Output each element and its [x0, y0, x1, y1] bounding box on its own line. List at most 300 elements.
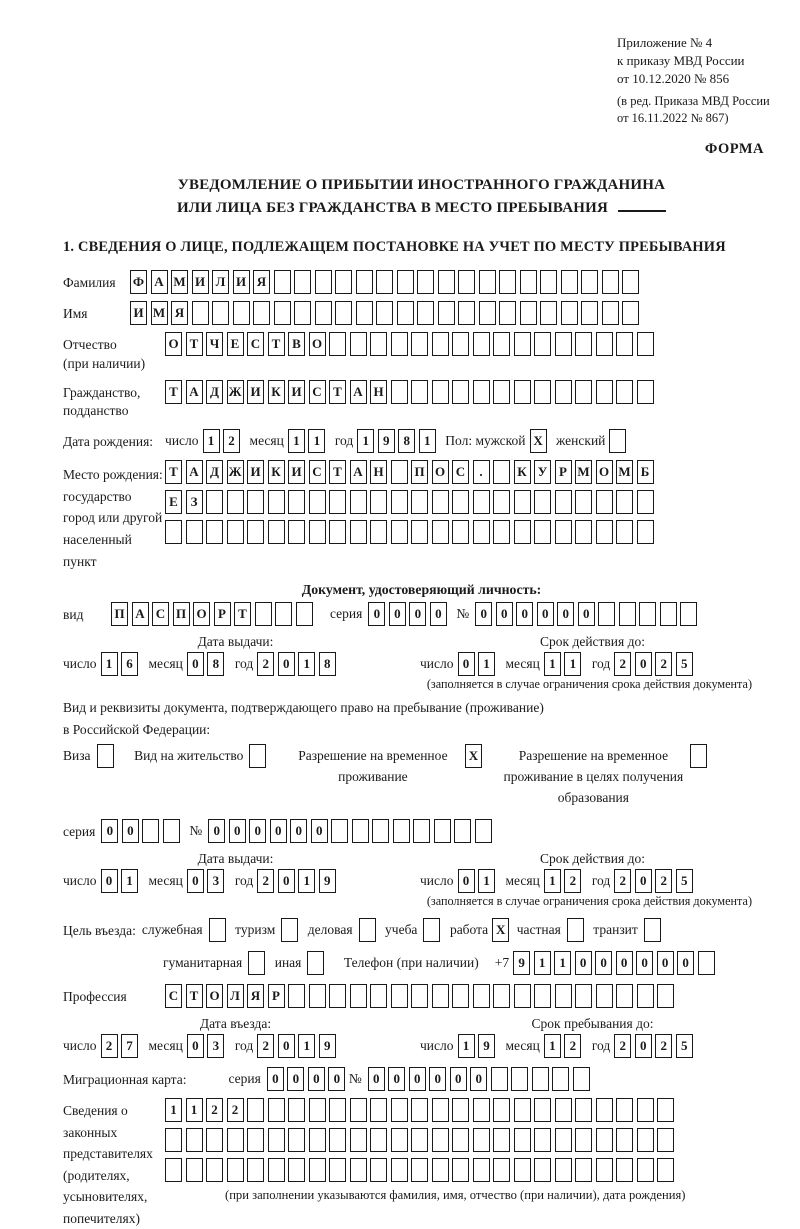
char-box[interactable]: [391, 520, 408, 544]
char-box[interactable]: 0: [616, 951, 633, 975]
char-box[interactable]: [616, 520, 633, 544]
char-box[interactable]: [555, 1158, 572, 1182]
char-box[interactable]: [534, 520, 551, 544]
char-box[interactable]: Т: [329, 380, 346, 404]
char-box[interactable]: [212, 301, 229, 325]
char-box[interactable]: И: [233, 270, 250, 294]
char-box[interactable]: [142, 819, 159, 843]
char-box[interactable]: [247, 1128, 264, 1152]
char-box[interactable]: [452, 984, 469, 1008]
char-box[interactable]: М: [575, 460, 592, 484]
char-box[interactable]: [350, 984, 367, 1008]
char-box[interactable]: 0: [575, 951, 592, 975]
char-box[interactable]: 0: [635, 1034, 652, 1058]
char-box[interactable]: [596, 520, 613, 544]
char-box[interactable]: [534, 1098, 551, 1122]
char-box[interactable]: [452, 332, 469, 356]
char-box[interactable]: 3: [207, 869, 224, 893]
char-box[interactable]: [616, 1128, 633, 1152]
char-box[interactable]: И: [247, 380, 264, 404]
char-box[interactable]: [514, 1158, 531, 1182]
char-box[interactable]: [350, 520, 367, 544]
char-box[interactable]: Р: [214, 602, 231, 626]
char-box[interactable]: [514, 520, 531, 544]
char-box[interactable]: [540, 270, 557, 294]
char-box[interactable]: [660, 602, 677, 626]
char-box[interactable]: [438, 301, 455, 325]
char-box[interactable]: А: [186, 460, 203, 484]
char-box[interactable]: [639, 602, 656, 626]
tourism-checkbox[interactable]: [281, 918, 298, 942]
char-box[interactable]: [255, 602, 272, 626]
char-box[interactable]: [452, 1098, 469, 1122]
char-box[interactable]: [275, 602, 292, 626]
char-box[interactable]: И: [130, 301, 147, 325]
char-box[interactable]: [619, 602, 636, 626]
char-box[interactable]: К: [268, 380, 285, 404]
char-box[interactable]: [350, 1158, 367, 1182]
char-box[interactable]: 0: [537, 602, 554, 626]
char-box[interactable]: 2: [206, 1098, 223, 1122]
char-box[interactable]: 9: [378, 429, 395, 453]
char-box[interactable]: З: [186, 490, 203, 514]
char-box[interactable]: [479, 270, 496, 294]
char-box[interactable]: [473, 1158, 490, 1182]
char-box[interactable]: 1: [478, 652, 495, 676]
char-box[interactable]: [391, 380, 408, 404]
char-box[interactable]: [413, 819, 430, 843]
char-box[interactable]: [397, 270, 414, 294]
char-box[interactable]: [514, 490, 531, 514]
char-box[interactable]: С: [309, 380, 326, 404]
char-box[interactable]: И: [192, 270, 209, 294]
char-box[interactable]: [555, 1128, 572, 1152]
char-box[interactable]: Л: [227, 984, 244, 1008]
char-box[interactable]: [493, 490, 510, 514]
char-box[interactable]: [274, 301, 291, 325]
char-box[interactable]: [575, 380, 592, 404]
char-box[interactable]: [329, 984, 346, 1008]
char-box[interactable]: [575, 984, 592, 1008]
char-box[interactable]: [479, 301, 496, 325]
char-box[interactable]: [186, 1128, 203, 1152]
char-box[interactable]: Е: [227, 332, 244, 356]
char-box[interactable]: О: [432, 460, 449, 484]
char-box[interactable]: [329, 490, 346, 514]
char-box[interactable]: [499, 270, 516, 294]
char-box[interactable]: 0: [308, 1067, 325, 1091]
char-box[interactable]: Т: [165, 380, 182, 404]
char-box[interactable]: [417, 301, 434, 325]
char-box[interactable]: [454, 819, 471, 843]
char-box[interactable]: [555, 332, 572, 356]
char-box[interactable]: [247, 1158, 264, 1182]
char-box[interactable]: [534, 332, 551, 356]
char-box[interactable]: [473, 1098, 490, 1122]
char-box[interactable]: [206, 490, 223, 514]
char-box[interactable]: 9: [319, 869, 336, 893]
char-box[interactable]: [622, 270, 639, 294]
char-box[interactable]: [352, 819, 369, 843]
char-box[interactable]: [432, 984, 449, 1008]
char-box[interactable]: [493, 520, 510, 544]
char-box[interactable]: 0: [595, 951, 612, 975]
char-box[interactable]: [247, 1098, 264, 1122]
char-box[interactable]: [329, 520, 346, 544]
char-box[interactable]: Т: [329, 460, 346, 484]
char-box[interactable]: [350, 1128, 367, 1152]
char-box[interactable]: [268, 1098, 285, 1122]
char-box[interactable]: К: [514, 460, 531, 484]
char-box[interactable]: [288, 1158, 305, 1182]
char-box[interactable]: [491, 1067, 508, 1091]
char-box[interactable]: [596, 1128, 613, 1152]
char-box[interactable]: [391, 1128, 408, 1152]
char-box[interactable]: 1: [478, 869, 495, 893]
char-box[interactable]: 9: [513, 951, 530, 975]
char-box[interactable]: [309, 520, 326, 544]
char-box[interactable]: [514, 1128, 531, 1152]
char-box[interactable]: 0: [187, 869, 204, 893]
char-box[interactable]: [596, 490, 613, 514]
char-box[interactable]: [657, 1098, 674, 1122]
char-box[interactable]: [552, 1067, 569, 1091]
char-box[interactable]: [534, 1128, 551, 1152]
char-box[interactable]: 1: [564, 652, 581, 676]
char-box[interactable]: [555, 380, 572, 404]
char-box[interactable]: 1: [419, 429, 436, 453]
char-box[interactable]: Т: [186, 984, 203, 1008]
char-box[interactable]: [329, 332, 346, 356]
char-box[interactable]: 1: [298, 869, 315, 893]
char-box[interactable]: С: [309, 460, 326, 484]
char-box[interactable]: 2: [614, 869, 631, 893]
char-box[interactable]: [370, 984, 387, 1008]
char-box[interactable]: [268, 1128, 285, 1152]
char-box[interactable]: Д: [206, 380, 223, 404]
char-box[interactable]: [616, 984, 633, 1008]
char-box[interactable]: 0: [187, 652, 204, 676]
char-box[interactable]: Л: [212, 270, 229, 294]
char-box[interactable]: [296, 602, 313, 626]
char-box[interactable]: 0: [101, 819, 118, 843]
char-box[interactable]: 1: [544, 652, 561, 676]
char-box[interactable]: 1: [121, 869, 138, 893]
char-box[interactable]: [163, 819, 180, 843]
char-box[interactable]: 0: [187, 1034, 204, 1058]
char-box[interactable]: О: [309, 332, 326, 356]
char-box[interactable]: Т: [186, 332, 203, 356]
char-box[interactable]: [602, 301, 619, 325]
char-box[interactable]: О: [596, 460, 613, 484]
char-box[interactable]: [165, 520, 182, 544]
char-box[interactable]: 7: [121, 1034, 138, 1058]
char-box[interactable]: [391, 1098, 408, 1122]
char-box[interactable]: [573, 1067, 590, 1091]
char-box[interactable]: [561, 270, 578, 294]
char-box[interactable]: 1: [101, 652, 118, 676]
char-box[interactable]: [622, 301, 639, 325]
char-box[interactable]: 0: [578, 602, 595, 626]
char-box[interactable]: [206, 1128, 223, 1152]
char-box[interactable]: [335, 301, 352, 325]
char-box[interactable]: [540, 301, 557, 325]
char-box[interactable]: [391, 332, 408, 356]
char-box[interactable]: [452, 380, 469, 404]
char-box[interactable]: [616, 1098, 633, 1122]
char-box[interactable]: Р: [268, 984, 285, 1008]
char-box[interactable]: [637, 490, 654, 514]
char-box[interactable]: 0: [368, 1067, 385, 1091]
char-box[interactable]: [288, 984, 305, 1008]
transit-checkbox[interactable]: [644, 918, 661, 942]
char-box[interactable]: [274, 270, 291, 294]
char-box[interactable]: [561, 301, 578, 325]
char-box[interactable]: [329, 1158, 346, 1182]
char-box[interactable]: 2: [614, 1034, 631, 1058]
char-box[interactable]: 2: [257, 869, 274, 893]
char-box[interactable]: И: [247, 460, 264, 484]
char-box[interactable]: [657, 1128, 674, 1152]
char-box[interactable]: [555, 1098, 572, 1122]
char-box[interactable]: [315, 270, 332, 294]
char-box[interactable]: [596, 984, 613, 1008]
char-box[interactable]: 1: [544, 1034, 561, 1058]
char-box[interactable]: 2: [257, 652, 274, 676]
char-box[interactable]: [473, 1128, 490, 1152]
char-box[interactable]: [534, 380, 551, 404]
char-box[interactable]: 0: [470, 1067, 487, 1091]
char-box[interactable]: О: [206, 984, 223, 1008]
char-box[interactable]: 0: [458, 869, 475, 893]
char-box[interactable]: [493, 1158, 510, 1182]
char-box[interactable]: [309, 1158, 326, 1182]
char-box[interactable]: О: [165, 332, 182, 356]
char-box[interactable]: [596, 380, 613, 404]
char-box[interactable]: Я: [171, 301, 188, 325]
char-box[interactable]: [309, 490, 326, 514]
char-box[interactable]: [411, 1098, 428, 1122]
char-box[interactable]: [514, 380, 531, 404]
char-box[interactable]: 2: [227, 1098, 244, 1122]
char-box[interactable]: А: [132, 602, 149, 626]
char-box[interactable]: Б: [637, 460, 654, 484]
char-box[interactable]: [637, 332, 654, 356]
official-checkbox[interactable]: [209, 918, 226, 942]
char-box[interactable]: [391, 460, 408, 484]
female-checkbox[interactable]: [609, 429, 626, 453]
char-box[interactable]: 1: [298, 652, 315, 676]
char-box[interactable]: [432, 520, 449, 544]
char-box[interactable]: [637, 1098, 654, 1122]
char-box[interactable]: С: [247, 332, 264, 356]
char-box[interactable]: [227, 1158, 244, 1182]
char-box[interactable]: [268, 520, 285, 544]
char-box[interactable]: 0: [122, 819, 139, 843]
char-box[interactable]: [370, 490, 387, 514]
private-checkbox[interactable]: [567, 918, 584, 942]
char-box[interactable]: 1: [298, 1034, 315, 1058]
char-box[interactable]: [575, 1128, 592, 1152]
char-box[interactable]: [575, 332, 592, 356]
char-box[interactable]: 2: [257, 1034, 274, 1058]
char-box[interactable]: [596, 1098, 613, 1122]
char-box[interactable]: С: [452, 460, 469, 484]
char-box[interactable]: [493, 460, 510, 484]
char-box[interactable]: И: [288, 460, 305, 484]
char-box[interactable]: 5: [676, 869, 693, 893]
char-box[interactable]: [268, 1158, 285, 1182]
char-box[interactable]: [458, 270, 475, 294]
char-box[interactable]: [268, 490, 285, 514]
char-box[interactable]: Я: [253, 270, 270, 294]
char-box[interactable]: [376, 270, 393, 294]
char-box[interactable]: [473, 984, 490, 1008]
char-box[interactable]: [206, 520, 223, 544]
char-box[interactable]: [309, 1128, 326, 1152]
char-box[interactable]: [391, 984, 408, 1008]
char-box[interactable]: [598, 602, 615, 626]
char-box[interactable]: [227, 490, 244, 514]
char-box[interactable]: 9: [319, 1034, 336, 1058]
temp-residence-edu-checkbox[interactable]: [690, 744, 707, 768]
char-box[interactable]: [473, 332, 490, 356]
char-box[interactable]: У: [534, 460, 551, 484]
char-box[interactable]: [370, 332, 387, 356]
char-box[interactable]: 0: [557, 602, 574, 626]
char-box[interactable]: [493, 1098, 510, 1122]
char-box[interactable]: 1: [554, 951, 571, 975]
char-box[interactable]: 0: [636, 951, 653, 975]
business-checkbox[interactable]: [359, 918, 376, 942]
char-box[interactable]: [555, 984, 572, 1008]
char-box[interactable]: [637, 1128, 654, 1152]
char-box[interactable]: 0: [388, 1067, 405, 1091]
char-box[interactable]: [532, 1067, 549, 1091]
char-box[interactable]: [514, 332, 531, 356]
char-box[interactable]: 0: [278, 652, 295, 676]
char-box[interactable]: [294, 270, 311, 294]
char-box[interactable]: 1: [544, 869, 561, 893]
char-box[interactable]: М: [616, 460, 633, 484]
char-box[interactable]: 0: [496, 602, 513, 626]
char-box[interactable]: 0: [311, 819, 328, 843]
char-box[interactable]: 0: [409, 1067, 426, 1091]
char-box[interactable]: [206, 1158, 223, 1182]
char-box[interactable]: [473, 380, 490, 404]
char-box[interactable]: 0: [516, 602, 533, 626]
char-box[interactable]: [309, 1098, 326, 1122]
char-box[interactable]: [288, 490, 305, 514]
char-box[interactable]: .: [473, 460, 490, 484]
char-box[interactable]: [411, 380, 428, 404]
char-box[interactable]: О: [193, 602, 210, 626]
char-box[interactable]: [698, 951, 715, 975]
char-box[interactable]: 9: [478, 1034, 495, 1058]
char-box[interactable]: [350, 1098, 367, 1122]
char-box[interactable]: [192, 301, 209, 325]
char-box[interactable]: [186, 1158, 203, 1182]
char-box[interactable]: [602, 270, 619, 294]
char-box[interactable]: [575, 490, 592, 514]
char-box[interactable]: М: [151, 301, 168, 325]
char-box[interactable]: 1: [357, 429, 374, 453]
char-box[interactable]: 0: [635, 652, 652, 676]
char-box[interactable]: К: [268, 460, 285, 484]
char-box[interactable]: [411, 1128, 428, 1152]
char-box[interactable]: 1: [308, 429, 325, 453]
char-box[interactable]: И: [288, 380, 305, 404]
char-box[interactable]: [370, 520, 387, 544]
char-box[interactable]: Н: [370, 460, 387, 484]
char-box[interactable]: 0: [657, 951, 674, 975]
char-box[interactable]: 0: [270, 819, 287, 843]
char-box[interactable]: [411, 1158, 428, 1182]
char-box[interactable]: [493, 332, 510, 356]
char-box[interactable]: [411, 490, 428, 514]
char-box[interactable]: П: [173, 602, 190, 626]
char-box[interactable]: [575, 520, 592, 544]
char-box[interactable]: 0: [208, 819, 225, 843]
char-box[interactable]: [514, 984, 531, 1008]
char-box[interactable]: [253, 301, 270, 325]
char-box[interactable]: [616, 490, 633, 514]
char-box[interactable]: Т: [268, 332, 285, 356]
char-box[interactable]: [438, 270, 455, 294]
char-box[interactable]: [475, 819, 492, 843]
char-box[interactable]: 0: [229, 819, 246, 843]
char-box[interactable]: [432, 1098, 449, 1122]
char-box[interactable]: [657, 984, 674, 1008]
char-box[interactable]: [432, 332, 449, 356]
char-box[interactable]: Ж: [227, 380, 244, 404]
char-box[interactable]: 0: [278, 869, 295, 893]
char-box[interactable]: [581, 270, 598, 294]
char-box[interactable]: [356, 301, 373, 325]
char-box[interactable]: 2: [223, 429, 240, 453]
char-box[interactable]: 8: [398, 429, 415, 453]
char-box[interactable]: А: [350, 380, 367, 404]
char-box[interactable]: [247, 490, 264, 514]
char-box[interactable]: [680, 602, 697, 626]
char-box[interactable]: [493, 984, 510, 1008]
char-box[interactable]: [575, 1158, 592, 1182]
char-box[interactable]: [452, 520, 469, 544]
visa-checkbox[interactable]: [97, 744, 114, 768]
char-box[interactable]: 0: [290, 819, 307, 843]
char-box[interactable]: 1: [165, 1098, 182, 1122]
char-box[interactable]: [227, 1128, 244, 1152]
char-box[interactable]: 0: [430, 602, 447, 626]
char-box[interactable]: [329, 1128, 346, 1152]
char-box[interactable]: [458, 301, 475, 325]
char-box[interactable]: 2: [101, 1034, 118, 1058]
residence-permit-checkbox[interactable]: [249, 744, 266, 768]
char-box[interactable]: [294, 301, 311, 325]
char-box[interactable]: [411, 332, 428, 356]
male-checkbox[interactable]: X: [530, 429, 547, 453]
char-box[interactable]: С: [152, 602, 169, 626]
char-box[interactable]: М: [171, 270, 188, 294]
char-box[interactable]: [452, 490, 469, 514]
char-box[interactable]: [452, 1158, 469, 1182]
char-box[interactable]: 2: [564, 1034, 581, 1058]
char-box[interactable]: [417, 270, 434, 294]
char-box[interactable]: 0: [278, 1034, 295, 1058]
char-box[interactable]: 3: [207, 1034, 224, 1058]
char-box[interactable]: [520, 270, 537, 294]
char-box[interactable]: [596, 1158, 613, 1182]
